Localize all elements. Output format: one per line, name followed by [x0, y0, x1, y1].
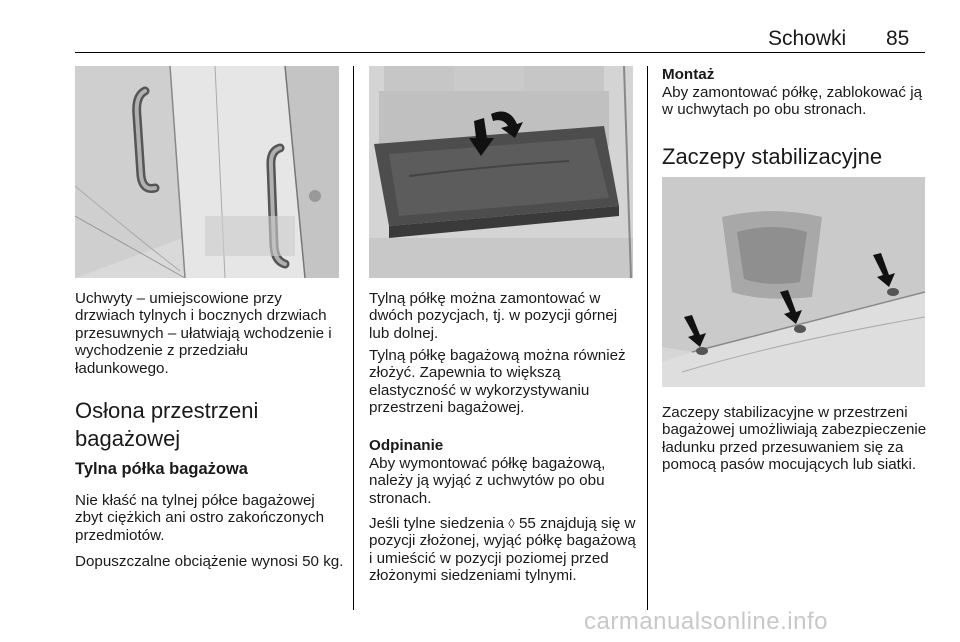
page-reference-link[interactable]: 55 [518, 515, 536, 532]
paragraph: Tylną półkę można zamontować w dwóch pozycjach, tj. w pozycji górnej lub dolnej. [369, 290, 618, 342]
grab-handles-caption: Uchwyty – umiejscowione przy drzwiach tylnych i bocznych drzwiach przesuwnych – ułatwiają wchodzenie i wychodzenie z przedziału ładunkowego. [75, 290, 332, 377]
header-divider [75, 52, 925, 53]
page-reference-icon: ◊ [508, 516, 515, 531]
column-divider [353, 66, 354, 610]
paragraph [369, 515, 639, 585]
heading-line: bagażowej [75, 426, 181, 451]
grab-handles-illustration [75, 66, 339, 278]
rear-shelf-illustration [369, 66, 633, 278]
heading-line: Osłona przestrzeni [75, 398, 259, 423]
page-number: 85 [886, 27, 910, 50]
tie-down-hooks-illustration [662, 177, 925, 387]
section-heading-cargo-cover [75, 397, 258, 453]
paragraph: Tylną półkę bagażową można również złożyć. Zapewnia to większą elastyczność w wykorzystywaniu przestrzeni bagażowej. [369, 347, 626, 417]
paragraph: Dopuszczalne obciążenie wynosi 50 kg. [75, 553, 344, 570]
paragraph: Aby zamontować półkę, zablokować ją w uchwytach po obu stronach. [662, 84, 923, 119]
paragraph-text: Jeśli tylne siedzenia [369, 515, 509, 532]
paragraph: Nie kłaść na tylnej półce bagażowej zbyt ciężkich ani ostro zakończonych przedmiotów. [75, 492, 325, 544]
page-title: Schowki [768, 27, 847, 50]
subheading-rear-shelf: Tylna półka bagażowa [75, 460, 248, 478]
subheading-removal: Odpinanie [369, 437, 444, 454]
section-heading-tie-downs: Zaczepy stabilizacyjne [662, 144, 883, 169]
paragraph: Aby wymontować półkę bagażową, należy ją wyjąć z uchwytów po obu stronach. [369, 455, 606, 507]
tie-down-caption: Zaczepy stabilizacyjne w przestrzeni bagażowej umożliwiają zabezpieczenie ładunku przed przesuwaniem się za pomocą pasów mocujących lub siatki. [662, 404, 927, 474]
subheading-installation: Montaż [662, 66, 715, 83]
column-divider [647, 66, 648, 610]
watermark: carmanualsonline.info [584, 608, 828, 635]
paragraph-text: znajdują się w pozycji złożonej, wyjąć półkę bagażową i umieścić w pozycji poziomej przed złożonymi siedzeniami tylnymi. [369, 515, 636, 585]
